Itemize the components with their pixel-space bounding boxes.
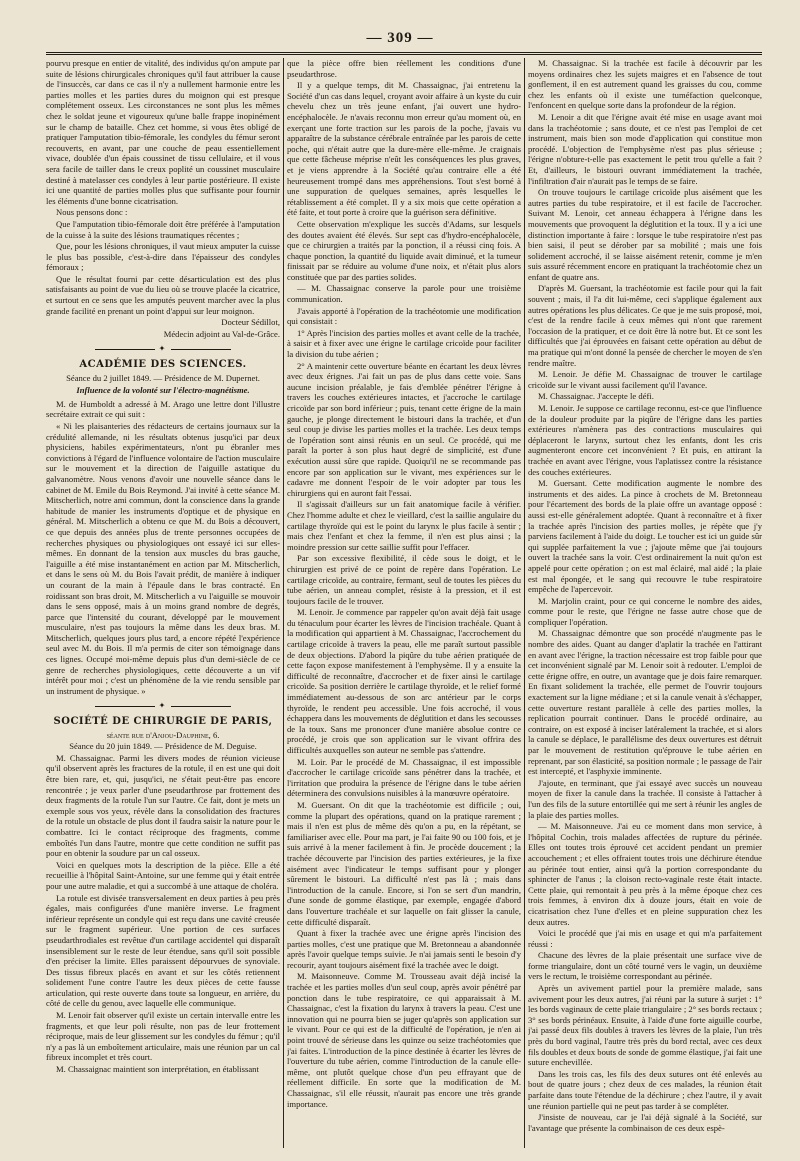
- article-title: Influence de la volonté sur l'électro-magnétisme.: [76, 385, 250, 396]
- paragraph: M. Guersant. Cette modification augmente le nombre des instruments et des aides. La pince à crochets de M. Bretonneau pour l'écartement des bords de la plaie offre un avantage opposé : aussi est-elle généralement adoptée. Quant à reconnaître et à fixer la trachée après l'incision des parties molles, je répète que j'y parviens facilement à l'aide du doigt. Le toucher est ici un guide sûr qui supplée parfaitement la vue ; j'ajoute même que j'ai toujours ouvert la trachée sans la voir. C'est ordinairement la nuit qu'on est appelé pour cette opération ; on est mal éclairé, mal aidé ; la plaie est mal épongée, et le sang qui recouvre le tube respiratoire empêche de l'apercevoir.: [528, 478, 762, 595]
- paragraph: Que le résultat fourni par cette désarticulation est des plus satisfaisants au point de vue du lieu où se trouve placée la cicatrice, et surtout en ce sens que les amputés peuvent marcher avec la plus grande facilité en prenant un point d'appui sur leur moignon.: [46, 273, 280, 316]
- paragraph: Que, pour les lésions chroniques, il vaut mieux amputer la cuisse le plus bas possible, c'est-à-dire dans l'épaisseur des condyles fémoraux ;: [46, 241, 280, 273]
- paragraph: Dans les trois cas, les fils des deux sutures ont été enlevés au bout de quatre jours ; chez deux de ces malades, la réunion était parfaite dans toute l'étendue de la déchirure ; chez l'autre, il y avait une réunion partielle qui ne peut pas tarder à se compléter.: [528, 1068, 762, 1111]
- paragraph: Chacune des lèvres de la plaie présentait une surface vive de forme triangulaire, dont un côté tourné vers le vagin, un deuxième vers le rectum, le troisième correspondant au périnée.: [528, 950, 762, 982]
- paragraph: M. de Humboldt a adressé à M. Arago une lettre dont l'illustre secrétaire extrait ce qui suit :: [46, 398, 280, 420]
- paragraph: M. Lenoir a dit que l'érigne avait été mise en usage avant moi dans la trachéotomie ; sans doute, et ce n'est pas l'emploi de cet instrument, mais bien son mode d'application qui constitue mon procédé. L'objection de l'emphysème n'est pas plus sérieuse ; l'érigne n'obture-t-elle pas exactement le petit trou qu'elle a fait ? Et, d'ailleurs, le bistouri ouvrant immédiatement la trachée, l'infiltration d'air n'aurait pas le temps de se faire.: [528, 111, 762, 186]
- paragraph: M. Chassaignac démontre que son procédé n'augmente pas le nombre des aides. Quant au danger d'aplatir la trachée en l'attirant en avant avec l'érigne, la traction nécessaire est trop faible pour que cet inconvénient signalé par M. Lenoir soit à redouter. L'emploi de cette érigne offre, en outre, un avantage que je dois faire remarquer. En fixant solidement la trachée, elle permet de l'ouvrir toujours exactement sur la ligne médiane ; et si la canule venait à s'échapper, cette ouverture restant parallèle à celle des parties molles, la replication pourrait continuer. Dans le procédé ordinaire, au contraire, on est exposé à inciser latéralement la trachée, et si alors la canule se déplace, le parallélisme des deux ouvertures est détruit par le mouvement de restitution qu'éprouve le tube aérien en reprenant, par son élasticité, sa position normale ; le passage de l'air est intercepté, et l'asphyxie imminente.: [528, 628, 762, 777]
- column-middle: [287, 58, 521, 1148]
- paragraph: Quant à fixer la trachée avec une érigne après l'incision des parties molles, c'est une pratique que M. Bretonneau a abandonnée après l'avoir quelque temps suivie. Je n'ai jamais senti le besoin d'y recourir, ayant toujours aisément fixé la trachée avec le doigt.: [287, 928, 521, 970]
- paragraph: On trouve toujours le cartilage cricoïde plus aisément que les autres parties du tube respiratoire, et il est facile de l'accrocher. Suivant M. Lenoir, cet anneau échappera à l'érigne dans les mouvements que provoquent la déglutition et la toux. Il y a ici une distinction importante à faire : lorsque le tube respiratoire n'est pas bien saisi, il peut se dérober par sa mobilité ; mais une fois solidement accroché, il se laisse aisément retenir, comme je m'en suis assuré récemment encore en pratiquant la trachéotomie chez un enfant de quatre ans.: [528, 187, 762, 282]
- paragraph: « Ni les plaisanteries des rédacteurs de certains journaux sur la crédulité allemande, ni les résultats obtenus jusqu'ici par deux physiciens, habiles expérimentateurs, n'ont pu ébranler mes convictions à l'égard de l'influence volontaire de l'action musculaire sur le mouvement et la direction de l'aiguille astatique du galvanomètre. Nous venons d'avoir une nouvelle séance dans le cabinet de M. Emile du Bois Reymond. J'ai invité à cette séance M. Mitscherlich, notre ami commun, dont la conscience dans la grande habitude de manier les instruments d'optique et de physique en général. M. Mitscherlich a obtenu ce que M. du Bois a découvert, ce que depuis des années plus de trente personnes occupées de recherches physiques ou physiologiques ont essayé ici sur elles-mêmes. En donnant de la tension aux muscles du bras gauche, l'aiguille a été mise instantanément en action par M. Mitscherlich, et dans le sens où M. du Bois l'avait prédit, de manière à indiquer un courant de la main à l'épaule dans le bras contracté. En roidissant son bras droit, M. Mitscherlich a vu l'aiguille se mouvoir dans le sens opposé, mais à un moins grand nombre de degrés, parce que l'intensité du courant, développé par le mouvement musculaire, n'est pas toujours la même dans les deux bras. M. Mitscherlich, quelques jours plus tard, a encore répété l'expérience seul avec M. du Bois. Il m'a permis de citer son témoignage dans ces lignes. Occupé moi-même depuis plus d'un demi-siècle de ce genre de recherches physiologiques, cette découverte a un vif intérêt pour moi ; c'est un phénomène de la vie rendu sensible par un instrument de physique. »: [46, 421, 280, 696]
- paragraph: Nous pensons donc :: [56, 207, 128, 218]
- paragraph: M. Chassaignac. Parmi les divers modes de réunion vicieuse qu'il observent après les fractures de la rotule, il en est une qui doit être bien rare, et, qui, jusqu'ici, ne s'était peut-être pas encore rencontrée ; je veux parler d'une pseudarthrose par frottement des deux fragments de la rotule l'un sur l'autre. Ce fait, dont je mets un exemple sous vos yeux, révèle dans la consolidation des fractures de la rotule un obstacle de plus dont il faudra saisir la nature pour le combattre. Ici le contact réciproque des fragments, comme emboîtés l'un dans l'autre, montre que cette condition ne suffit pas pour en obtenir la soudure par un cal osseux.: [46, 752, 280, 859]
- paragraph: M. Chassaignac. Si la trachée est facile à découvrir par les moyens ordinaires chez les sujets maigres et en l'absence de tout gonflement, il en est autrement quand les graisses du cou, comme chez les enfants où il existe une tuméfaction quelconque, l'enfoncent en quelque sorte dans la profondeur de la région.: [528, 58, 762, 111]
- paragraph: M. Chassaignac maintient son interprétation, en établissant: [56, 1064, 259, 1075]
- paragraph: La rotule est divisée transversalement en deux parties à peu près égales, mais configurées d'une manière inverse. Le fragment inférieur représente un condyle qui est reçu dans une cavité creusée sur le fragment supérieur. Une portion de ces surfaces pseudarthrodiales est revêtue d'un cartilage accidentel qui disparaît insensiblement sur le reste de leur étendue, sans qu'il soit possible d'en préciser la limite. Elles paraissent dépourvues de synoviale. Des tissus fibreux placés en avant et sur les côtés retiennent solidement l'une contre l'autre les deux pièces de cette fausse articulation, qui reste ouverte dans toute sa longueur, en arrière, du côté de celle du genou, avec laquelle elle communique.: [46, 892, 280, 1009]
- paragraph: — M. Chassaignac conserve la parole pour une troisième communication.: [287, 283, 521, 305]
- column-left: [46, 58, 280, 1148]
- paragraph: M. Lenoir. Je suppose ce cartilage reconnu, est-ce que l'influence de la douleur produite par la piqûre de l'érigne dans les parties extérieures n'amènera pas des contractions musculaires qui déplaceront le larynx, surtout chez les enfants, dont les cris augmenteront encore cet inconvénient ? Et puis, en attirant la trachée en avant avec l'érigne, vous l'aplatissez contre la résistance des couches extérieures.: [528, 403, 762, 477]
- section-heading: SOCIÉTÉ DE CHIRURGIE DE PARIS,: [53, 716, 273, 728]
- paragraph: M. Lenoir. Je commence par rappeler qu'on avait déjà fait usage du ténaculum pour écarter les lèvres de l'incision trachéale. Quant à la modification qui appartient à M. Chassaignac, l'accrochement du cartilage cricoïde à travers la peau, elle me paraît surtout passible de deux objections. D'abord la piqûre du tube aérien pratiquée de cette façon expose manifestement à l'emphysème. Il y a ensuite la difficulté de reconnaître, d'accrocher et de fixer ainsi le cartilage cricoïde. Sa position derrière le cartilage thyroïde, et le relief formé immédiatement au-dessous de son arc antérieur par le corps thyroïde, le rendent peu accessible. Une fois accroché, il vous échappera dans les mouvements de déglutition et dans les secousses de la toux. Sans me prononcer d'une manière absolue contre ce procédé, je crois que son application sur le vivant offrira des difficultés auxquelles son auteur ne semble pas s'attendre.: [287, 607, 521, 755]
- paragraph: Il y a quelque temps, dit M. Chassaignac, j'ai entretenu la Société d'un cas dans lequel, croyant avoir affaire à un kyste du cuir chevelu chez un très jeune enfant, j'ai ouvert une hydro-encéphalocèle. Je n'avais reconnu mon erreur qu'au moment où, en exerçant une forte traction sur les parois de la poche, j'avais vu apparaître de la substance cérébrale entraînée par les parois de cette poche, qui n'était autre que la dure-mère elle-même. Je craignais que cette fâcheuse méprise n'eût les conséquences les plus graves, et je viens apprendre à la Société qu'au contraire elle a été heureusement trompé dans mes appréhensions. Tout s'est borné à une suppuration de quelques semaines, après lesquelles le rétablissement a été complet. Il y a six mois que cette opération a été faite, et tout porte à croire que la guérison sera définitive.: [287, 80, 521, 218]
- session-line: Séance du 2 juillet 1849. — Présidence de M. Dupernet.: [66, 372, 260, 383]
- paragraph: 1° Après l'incision des parties molles et avant celle de la trachée, à saisir et à fixer avec une érigne le cartilage cricoïde pour faciliter la division du tube aérien ;: [287, 327, 521, 360]
- paragraph: D'après M. Guersant, la trachéotomie est facile pour qui la fait souvent ; mais, il l'a dit lui-même, ceci s'applique également aux autres opérations les plus délicates. Ce que je me suis proposé, moi, c'est de la rendre facile à ceux mêmes qui n'ont que rarement l'occasion de la pratiquer, et ce doit être là notre but. Et ce sont les difficultés que j'ai éprouvées en faisant cette opération au début de ma pratique qui m'ont donné la pensée de chercher le moyen de s'en rendre maître.: [528, 283, 762, 368]
- paragraph: Par son excessive flexibilité, il cède sous le doigt, et le chirurgien est privé de ce point de repère dans l'opération. Le cartilage cricoïde, au contraire, fermant, seul de toutes les pièces du tube aérien, un anneau complet, résiste à la pression, et il est toujours facile de le trouver.: [287, 553, 521, 606]
- top-rule: [46, 52, 762, 55]
- paragraph: M. Marjolin craint, pour ce qui concerne le nombre des aides, comme pour le reste, que l'érigne ne fasse autre chose que de compliquer l'opération.: [528, 595, 762, 627]
- paragraph: J'avais apporté à l'opération de la trachéotomie une modification qui consistait :: [287, 305, 521, 327]
- column-separator: [283, 58, 284, 1148]
- paragraph: pourvu presque en entier de vitalité, des individus qu'on ampute par suite de lésions chirurgicales chroniques qu'il faut attribuer la cause de l'insuccès, car dans ce cas il n'y a nullement harmonie entre les parties molles et les parties dures du moignon qui est presque complétement osseux. Les circonstances ne sont plus les mêmes chez le soldat jeune et vigoureux qu'une balle frappe inopinément sur le champ de bataille. Chez cet homme, si vous êtes obligé de pratiquer l'amputation tibio-fémorale, les condyles du fémur seront recouverts, en avant, par une couche de peau essentiellement vivace, doublée d'un épais coussinet de tissu cellulaire, et il vous sera facile de tailler dans le creux poplité un coussinet musculaire destiné à matelasser ces condyles à leur partie postérieure. Il existe ici une quantité de parties molles plus que suffisante pour fournir les éléments d'une bonne cicatrisation.: [46, 58, 280, 206]
- paragraph: Voici en quelques mots la description de la pièce. Elle a été recueillie à l'hôpital Saint-Antoine, sur une femme qui y était entrée pour une autre maladie, et qui a succombé à une attaque de choléra.: [46, 859, 280, 891]
- paragraph: Après un avivement partiel pour la première malade, sans avivement pour les deux autres, j'ai réuni par la suture à surjet : 1° les bords vaginaux de cette plaie triangulaire ; 2° ses bords rectaux ; 3° ses bords périnéaux. Ensuite, à l'aide d'une forte aiguille courbe, j'ai passé deux fils doubles à travers les lèvres de la plaie, l'un très près du bord vaginal, l'autre très près du bord rectal, avec ces deux fils doubles et deux bouts de sonde de gomme élastique, j'ai fait une suture enchevillée.: [528, 983, 762, 1068]
- page-number: — 309 —: [366, 30, 434, 46]
- paragraph: que la pièce offre bien réellement les conditions d'une pseudarthrose.: [287, 58, 521, 79]
- paragraph: M. Guersant. On dit que la trachéotomie est difficile ; oui, comme la plupart des opérations, quand on la pratique rarement ; mais il n'en est plus de même dès qu'on a pu, en la répétant, se familiariser avec elle. Pour ma part, je l'ai faite 90 ou 100 fois, et je suis arrivé à la mener facilement à fin. Je procède doucement ; la trachée découverte par l'incision des parties extérieures, je la fixe aisément avec l'indicateur le temps suffisant pour y plonger sûrement le bistouri. La difficulté n'est pas là ; mais dans l'introduction de la canule. Encore, si l'on se sert d'un mandrin, d'une sonde de gomme élastique, par exemple, engagée d'abord dans l'ouverture trachéale et sur laquelle on fait glisser la canule, cette difficulté disparaît.: [287, 799, 521, 927]
- paragraph: Que l'amputation tibio-fémorale doit être préférée à l'amputation de la cuisse à la suite des lésions traumatiques récentes ;: [46, 218, 280, 240]
- paragraph: 2° A maintenir cette ouverture béante en écartant les deux lèvres avec deux érignes. J'ai fait un pas de plus dans cette voie. Sans aucune incision préalable, je fais d'emblée pénétrer l'érigne à travers les couches extérieures intactes, et j'accroche le cartilage cricoïde par son bord inférieur ; puis, tenant cette érigne de la main gauche, je plonge directement le bistouri dans la trachée, et d'un seul coup je divise les parties molles et la trachée. Les deux temps de l'opération sont ainsi réunis en un seul. Ce procédé, qui me paraît la porter à son plus haut degré de simplicité, est d'une exécution aussi sûre que rapide. Quoiqu'il ne se recommande pas encore par son application sur le vivant, mes expériences sur le cadavre me donnent l'espoir de le voir adopter par tous les chirurgiens qui en auront fait l'essai.: [287, 360, 521, 498]
- paragraph: — M. Maisonneuve. J'ai eu ce moment dans mon service, à l'hôpital Cochin, trois malades affectées de rupture du périnée. Elles ont toutes trois éprouvé cet accident pendant un premier accouchement ; et elles offraient toutes trois une déchirure étendue au périnée tout entier, ainsi qu'à la portion correspondante du sphincter de l'anus ; la cloison recto-vaginale reste était intacte. Cette plaie, qui remontait à peu près à la même époque chez ces trois femmes, à environ dix à douze jours, était en voie de cicatrisation chez l'une d'elles et en pleine suppuration chez les deux autres.: [528, 821, 762, 927]
- section-divider: ✦: [46, 701, 280, 712]
- paragraph: Voici le procédé que j'ai mis en usage et qui m'a parfaitement réussi :: [528, 928, 762, 949]
- section-heading: ACADÉMIE DES SCIENCES.: [79, 359, 247, 371]
- paragraph: J'ajoute, en terminant, que j'ai essayé avec succès un nouveau moyen de fixer la canule dans la trachée. Il consiste à l'attacher à l'un des fils de la suture entortillée qui me sert à réunir les angles de la plaie des parties molles.: [528, 777, 762, 820]
- paragraph: M. Chassaignac. J'accepte le défi.: [538, 391, 654, 402]
- paragraph: Cette observation m'explique les succès d'Adams, sur lesquels des doutes avaient été élevés. Sur sept cas d'hydro-encéphalocèle, que ce chirurgien a traités par la ponction, il a réussi cinq fois. A chaque ponction, la quantité du liquide avait diminué, et la tumeur finissait par se réduire au volume d'une noix, et n'était plus alors constituée que par des parties solides.: [287, 218, 521, 282]
- paragraph: M. Maisonneuve. Comme M. Trousseau avait déjà incisé la trachée et les parties molles d'un seul coup, après avoir pénétré par ponction dans le tube respiratoire, ce qui apparaissait à M. Chassaignac, c'est la fixation du larynx à travers la peau. C'est une innovation qui ne pourra bien se juger qu'après son application sur le vivant. Pour ce qui est de la difficulté de l'opération, je n'en ai point trouvé de sérieuse dans les quinze ou seize trachéotomies que j'ai faites. L'introduction de la pince destinée à écarter les lèvres de l'ouverture du tube aérien, comme l'introduction de la canule elle-même, ont plutôt quelque chose d'un peu effrayant que de réellement difficile. En sorte que la modification de M. Chassaignac, s'il elle réussit, n'aurait pas encore une très grande importance.: [287, 971, 521, 1109]
- session-line: Séance du 20 juin 1849. — Présidence de M. Deguise.: [69, 741, 257, 752]
- signature-name: Docteur Sédillot,: [221, 317, 280, 328]
- section-address: séante rue d'Anjou-Dauphine, 6.: [106, 729, 220, 740]
- section-divider: ✦: [46, 344, 280, 355]
- column-right: [528, 58, 762, 1148]
- paragraph: M. Loir. Par le procédé de M. Chassaignac, il est impossible d'accrocher le cartilage cricoïde sans pénétrer dans la trachée, et l'irritation que produira la présence de l'érigne dans le tube aérien déterminera des convulsions nuisibles à la manœuvre opératoire.: [287, 756, 521, 799]
- paragraph: M. Lenoir fait observer qu'il existe un certain intervalle entre les fragments, et que leur poli résulte, non pas de leur frottement réciproque, mais de leur glissement sur les condyles du fémur ; qu'il n'y a pas là un emboîtement articulaire, mais une réunion par un cal fibreux incomplet et très court.: [46, 1010, 280, 1063]
- paragraph: J'insiste de nouveau, car je l'ai déjà signalé à la Société, sur l'avantage que présente la combinaison de ces deux espè-: [528, 1112, 762, 1133]
- signature-title: Médecin adjoint au Val-de-Grâce.: [163, 328, 280, 339]
- column-separator: [524, 58, 525, 1148]
- paragraph: M. Lenoir. Je défie M. Chassaignac de trouver le cartilage cricoïde sur le vivant aussi facilement qu'il l'avance.: [528, 369, 762, 390]
- paragraph: Il s'agissait d'ailleurs sur un fait anatomique facile à vérifier. Chez l'homme adulte et chez le vieillard, c'est la saillie angulaire du cartilage thyroïde qui est le point du larynx le plus facile à sentir ; mais chez l'enfant et chez la femme, il n'en est plus ainsi ; la moindre pression sur cette saillie suffit pour l'effacer.: [287, 499, 521, 552]
